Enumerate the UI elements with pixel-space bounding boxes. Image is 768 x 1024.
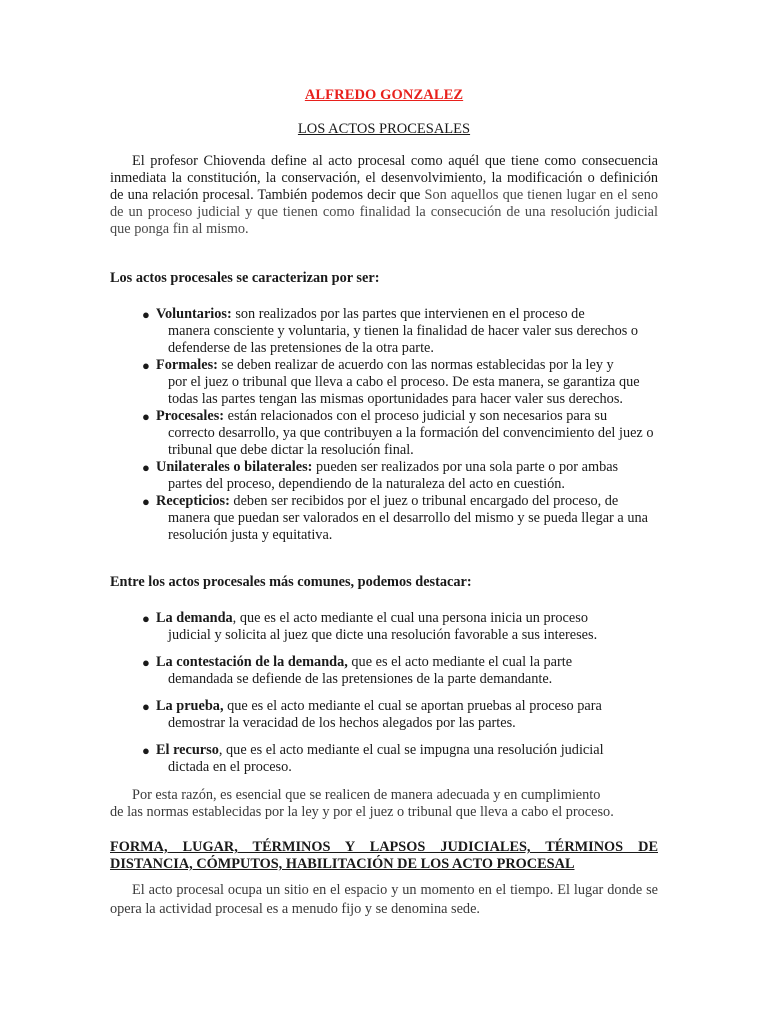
list-item — [110, 459, 658, 493]
item-text: están relacionados con el proceso judicial y son necesarios para su — [227, 408, 608, 424]
list-item — [110, 408, 658, 459]
item-continuation: manera consciente y voluntaria, y tienen la finalidad de hacer valer sus derechos o defenderse de las pretensiones de la otra parte. — [168, 323, 639, 356]
list-item — [110, 742, 658, 776]
bullet-icon: ● — [142, 409, 150, 424]
item-text: se deben realizar de acuerdo con las normas establecidas por la ley y — [221, 357, 614, 373]
bullet-icon: ● — [142, 611, 150, 626]
item-term: La prueba, — [156, 698, 224, 714]
intro-main-text: El profesor Chiovenda define al acto procesal como aquél que tiene como consecuencia inmediata la constitución, la conservación, el desenvolvimiento, la modificación o definición de una relación procesal. También podemos decir que — [110, 153, 658, 203]
list-item — [110, 306, 658, 357]
item-text: que es el acto mediante el cual la parte — [351, 654, 573, 670]
closing-line-1: Por esta razón, es esencial que se realicen de manera adecuada y en cumplimiento — [132, 787, 601, 803]
intro-paragraph — [110, 153, 658, 238]
list-item — [110, 610, 658, 644]
item-text: son realizados por las partes que intervienen en el proceso de — [235, 306, 585, 322]
item-term: Procesales: — [156, 408, 225, 424]
item-term: Unilaterales o bilaterales: — [156, 459, 313, 475]
intro-gray-text: Son aquellos que tienen lugar en el seno de un proceso judicial y que tienen como finalidad la consecución de una resolución judicial que ponga fin al mismo. — [110, 187, 658, 237]
list-item — [110, 698, 658, 732]
item-continuation: correcto desarrollo, ya que contribuyen a la formación del convencimiento del juez o tribunal que debe dictar la resolución final. — [168, 425, 654, 458]
item-text: que es el acto mediante el cual se aportan pruebas al proceso para — [227, 698, 602, 714]
item-continuation: demandada se defiende de las pretensiones de la parte demandante. — [168, 671, 553, 687]
bullet-icon: ● — [142, 358, 150, 373]
common-acts-heading: Entre los actos procesales más comunes, podemos destacar: — [110, 574, 472, 590]
list-item — [110, 654, 658, 688]
item-term: Recepticios: — [156, 493, 230, 509]
item-continuation: partes del proceso, dependiendo de la naturaleza del acto en cuestión. — [168, 476, 565, 492]
bullet-icon: ● — [142, 699, 150, 714]
item-text: , que es el acto mediante el cual se impugna una resolución judicial — [218, 742, 604, 758]
item-continuation: dictada en el proceso. — [168, 759, 292, 775]
characteristics-list — [110, 306, 658, 544]
characteristics-heading: Los actos procesales se caracterizan por ser: — [110, 270, 380, 286]
item-term: Formales: — [156, 357, 218, 373]
item-continuation: manera que puedan ser valorados en el desarrollo del mismo y se pueda llegar a una resolución justa y equitativa. — [168, 510, 648, 543]
bullet-icon: ● — [142, 460, 150, 475]
bullet-icon: ● — [142, 494, 150, 509]
author-name: ALFREDO GONZALEZ — [304, 87, 464, 103]
document-title: LOS ACTOS PROCESALES — [297, 121, 471, 137]
item-text: pueden ser realizados por una sola parte o por ambas — [316, 459, 619, 475]
closing-paragraph — [110, 787, 658, 821]
item-term: La demanda — [156, 610, 233, 626]
item-text: , que es el acto mediante el cual una persona inicia un proceso — [232, 610, 588, 626]
item-term: El recurso — [156, 742, 219, 758]
bullet-icon: ● — [142, 655, 150, 670]
section-heading-forma: FORMA, LUGAR, TÉRMINOS Y LAPSOS JUDICIALES, TÉRMINOS DE DISTANCIA, CÓMPUTOS, HABILITACIÓN DE LOS ACTO PROCESAL — [110, 839, 658, 872]
bullet-icon: ● — [142, 743, 150, 758]
item-continuation: judicial y solicita al juez que dicte una resolución favorable a sus intereses. — [168, 627, 598, 643]
item-text: deben ser recibidos por el juez o tribunal encargado del proceso, de — [233, 493, 619, 509]
list-item — [110, 357, 658, 408]
final-paragraph: El acto procesal ocupa un sitio en el espacio y un momento en el tiempo. El lugar donde se opera la actividad procesal es a menudo fijo y se denomina sede. — [110, 882, 658, 917]
bullet-icon: ● — [142, 307, 150, 322]
item-term: Voluntarios: — [156, 306, 232, 322]
item-term: La contestación de la demanda, — [156, 654, 348, 670]
common-acts-list — [110, 610, 658, 786]
item-continuation: por el juez o tribunal que lleva a cabo el proceso. De esta manera, se garantiza que todas las partes tengan las mismas oportunidades para hacer valer sus derechos. — [168, 374, 640, 407]
item-continuation: demostrar la veracidad de los hechos alegados por las partes. — [168, 715, 516, 731]
list-item — [110, 493, 658, 544]
closing-line-2: de las normas establecidas por la ley y por el juez o tribunal que lleva a cabo el proceso. — [110, 804, 614, 820]
